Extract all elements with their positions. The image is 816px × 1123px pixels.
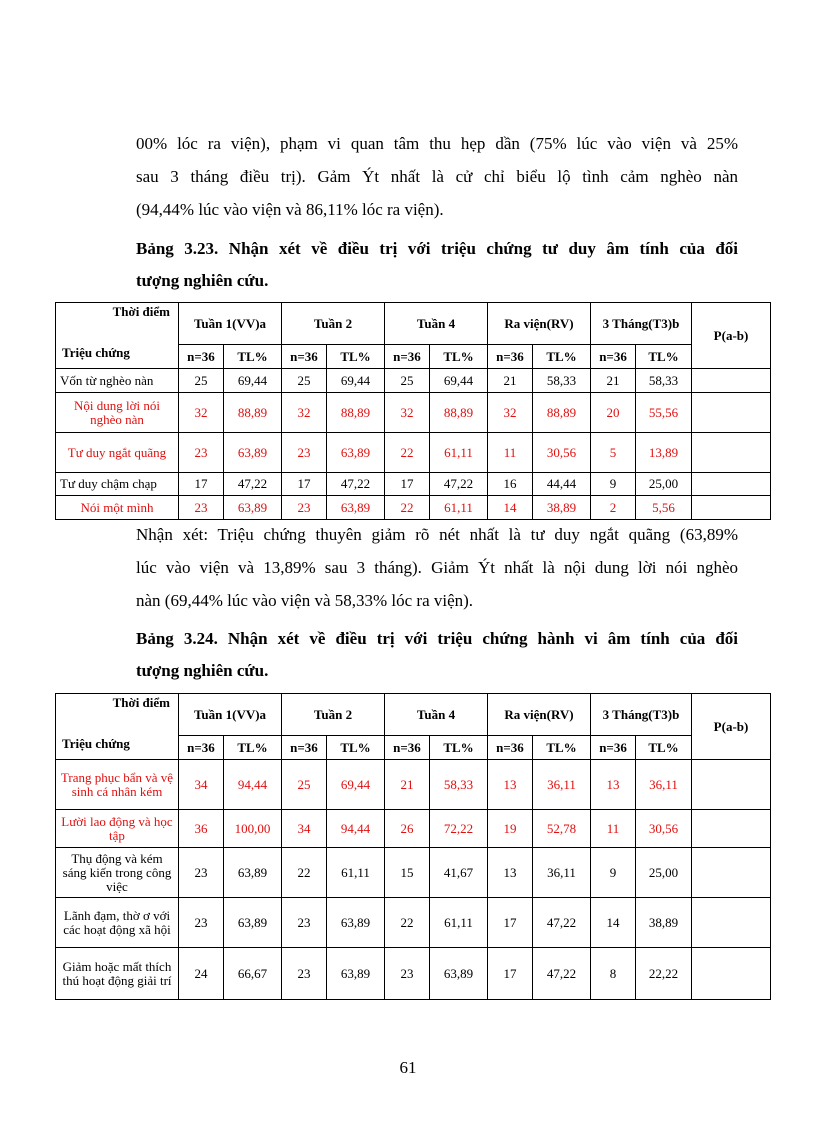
percent-cell: 36,11 xyxy=(533,848,591,898)
count-cell: 25 xyxy=(282,369,327,393)
percent-cell: 63,89 xyxy=(327,898,385,948)
count-cell: 25 xyxy=(282,760,327,810)
n-header: n=36 xyxy=(591,736,636,760)
percent-cell: 63,89 xyxy=(327,496,385,520)
n-header: n=36 xyxy=(179,345,224,369)
n-header: n=36 xyxy=(488,736,533,760)
period-header: Tuần 1(VV)a xyxy=(179,303,282,345)
p-value-cell xyxy=(692,948,771,1000)
percent-cell: 30,56 xyxy=(533,433,591,473)
count-cell: 22 xyxy=(385,496,430,520)
count-cell: 17 xyxy=(282,473,327,496)
count-cell: 23 xyxy=(282,433,327,473)
percent-cell: 69,44 xyxy=(327,369,385,393)
symptom-cell: Giảm hoặc mất thích thú hoạt động giải trí xyxy=(56,948,179,1000)
percent-cell: 47,22 xyxy=(224,473,282,496)
comment-line: Nhận xét: Triệu chứng thuyên giảm rõ nét nhất là tư duy ngắt quãng (63,89% xyxy=(136,525,738,544)
table1-caption xyxy=(136,233,738,297)
count-cell: 32 xyxy=(488,393,533,433)
corner-header xyxy=(56,303,179,369)
period-header: Ra viện(RV) xyxy=(488,694,591,736)
intro-line: 00% lóc ra viện), phạm vi quan tâm thu hẹp dần (75% lúc vào viện và 25% xyxy=(136,134,738,153)
count-cell: 2 xyxy=(591,496,636,520)
percent-cell: 38,89 xyxy=(533,496,591,520)
count-cell: 23 xyxy=(282,898,327,948)
percent-cell: 69,44 xyxy=(430,369,488,393)
count-cell: 25 xyxy=(385,369,430,393)
n-header: n=36 xyxy=(488,345,533,369)
count-cell: 15 xyxy=(385,848,430,898)
p-value-cell xyxy=(692,810,771,848)
percent-cell: 61,11 xyxy=(430,496,488,520)
percent-cell: 72,22 xyxy=(430,810,488,848)
table-3-23 xyxy=(55,302,771,520)
percent-cell: 100,00 xyxy=(224,810,282,848)
percent-cell: 47,22 xyxy=(430,473,488,496)
period-header: 3 Tháng(T3)b xyxy=(591,303,692,345)
count-cell: 13 xyxy=(488,848,533,898)
symptom-cell: Thụ động và kém sáng kiến trong công việc xyxy=(56,848,179,898)
table-row xyxy=(56,848,771,898)
percent-cell: 63,89 xyxy=(327,948,385,1000)
p-value-cell xyxy=(692,369,771,393)
p-value-cell xyxy=(692,393,771,433)
p-value-cell xyxy=(692,760,771,810)
count-cell: 20 xyxy=(591,393,636,433)
percent-cell: 30,56 xyxy=(636,810,692,848)
percent-cell: 47,22 xyxy=(533,898,591,948)
percent-cell: 47,22 xyxy=(327,473,385,496)
count-cell: 24 xyxy=(179,948,224,1000)
corner-bottom-label: Triệu chứng xyxy=(62,736,130,751)
count-cell: 16 xyxy=(488,473,533,496)
period-header: Tuần 2 xyxy=(282,303,385,345)
count-cell: 23 xyxy=(385,948,430,1000)
percent-cell: 94,44 xyxy=(224,760,282,810)
tl-header: TL% xyxy=(430,345,488,369)
p-header: P(a-b) xyxy=(692,694,771,760)
table-row xyxy=(56,473,771,496)
count-cell: 17 xyxy=(488,948,533,1000)
percent-cell: 5,56 xyxy=(636,496,692,520)
count-cell: 19 xyxy=(488,810,533,848)
percent-cell: 52,78 xyxy=(533,810,591,848)
symptom-cell: Tư duy ngắt quãng xyxy=(56,433,179,473)
percent-cell: 25,00 xyxy=(636,473,692,496)
count-cell: 21 xyxy=(591,369,636,393)
table-row xyxy=(56,393,771,433)
caption-line: tượng nghiên cứu. xyxy=(136,271,269,290)
tl-header: TL% xyxy=(224,345,282,369)
count-cell: 13 xyxy=(488,760,533,810)
n-header: n=36 xyxy=(385,736,430,760)
percent-cell: 61,11 xyxy=(430,898,488,948)
p-value-cell xyxy=(692,473,771,496)
count-cell: 23 xyxy=(179,898,224,948)
period-header: Ra viện(RV) xyxy=(488,303,591,345)
count-cell: 13 xyxy=(591,760,636,810)
percent-cell: 69,44 xyxy=(224,369,282,393)
table-row xyxy=(56,496,771,520)
table-row xyxy=(56,810,771,848)
percent-cell: 41,67 xyxy=(430,848,488,898)
percent-cell: 88,89 xyxy=(533,393,591,433)
count-cell: 23 xyxy=(179,848,224,898)
p-value-cell xyxy=(692,848,771,898)
n-header: n=36 xyxy=(179,736,224,760)
percent-cell: 22,22 xyxy=(636,948,692,1000)
symptom-cell: Lãnh đạm, thờ ơ với các hoạt động xã hội xyxy=(56,898,179,948)
table-row xyxy=(56,898,771,948)
symptom-cell: Nội dung lời nói nghèo nàn xyxy=(56,393,179,433)
count-cell: 23 xyxy=(282,496,327,520)
percent-cell: 61,11 xyxy=(327,848,385,898)
percent-cell: 36,11 xyxy=(636,760,692,810)
percent-cell: 44,44 xyxy=(533,473,591,496)
count-cell: 11 xyxy=(591,810,636,848)
table-row xyxy=(56,760,771,810)
count-cell: 9 xyxy=(591,848,636,898)
tl-header: TL% xyxy=(327,345,385,369)
page-number: 61 xyxy=(399,1058,417,1077)
symptom-cell: Trang phục bẩn và vệ sinh cá nhân kém xyxy=(56,760,179,810)
tl-header: TL% xyxy=(224,736,282,760)
percent-cell: 69,44 xyxy=(327,760,385,810)
count-cell: 11 xyxy=(488,433,533,473)
caption-line: Bảng 3.24. Nhận xét về điều trị với triệu chứng hành vi âm tính của đối xyxy=(136,629,738,648)
percent-cell: 58,33 xyxy=(636,369,692,393)
count-cell: 23 xyxy=(282,948,327,1000)
count-cell: 32 xyxy=(282,393,327,433)
comment-line: nàn (69,44% lúc vào viện và 58,33% lóc ra viện). xyxy=(136,591,474,610)
count-cell: 34 xyxy=(179,760,224,810)
n-header: n=36 xyxy=(385,345,430,369)
count-cell: 17 xyxy=(179,473,224,496)
percent-cell: 63,89 xyxy=(224,848,282,898)
period-header: Tuần 4 xyxy=(385,694,488,736)
count-cell: 22 xyxy=(385,433,430,473)
n-header: n=36 xyxy=(591,345,636,369)
count-cell: 9 xyxy=(591,473,636,496)
percent-cell: 63,89 xyxy=(224,496,282,520)
count-cell: 34 xyxy=(282,810,327,848)
percent-cell: 63,89 xyxy=(224,898,282,948)
comment-line: lúc vào viện và 13,89% sau 3 tháng). Giảm Ýt nhất là nội dung lời nói nghèo xyxy=(136,558,738,577)
percent-cell: 88,89 xyxy=(224,393,282,433)
count-cell: 14 xyxy=(488,496,533,520)
percent-cell: 47,22 xyxy=(533,948,591,1000)
tl-header: TL% xyxy=(636,736,692,760)
intro-line: (94,44% lúc vào viện và 86,11% lóc ra viện). xyxy=(136,200,444,219)
intro-paragraph xyxy=(136,127,738,226)
table-row xyxy=(56,948,771,1000)
caption-line: Bảng 3.23. Nhận xét về điều trị với triệu chứng tư duy âm tính của đối xyxy=(136,239,738,258)
table2-caption xyxy=(136,623,738,687)
count-cell: 23 xyxy=(179,433,224,473)
count-cell: 21 xyxy=(385,760,430,810)
corner-top-label: Thời điểm xyxy=(112,304,170,319)
count-cell: 14 xyxy=(591,898,636,948)
caption-line: tượng nghiên cứu. xyxy=(136,661,269,680)
count-cell: 17 xyxy=(385,473,430,496)
percent-cell: 38,89 xyxy=(636,898,692,948)
percent-cell: 58,33 xyxy=(430,760,488,810)
percent-cell: 88,89 xyxy=(430,393,488,433)
count-cell: 32 xyxy=(385,393,430,433)
n-header: n=36 xyxy=(282,736,327,760)
period-header: Tuần 1(VV)a xyxy=(179,694,282,736)
count-cell: 32 xyxy=(179,393,224,433)
n-header: n=36 xyxy=(282,345,327,369)
percent-cell: 63,89 xyxy=(327,433,385,473)
symptom-cell: Vốn từ nghèo nàn xyxy=(56,369,179,393)
table-3-24 xyxy=(55,693,771,1000)
intro-line: sau 3 tháng điều trị). Gảm Ýt nhất là cử chỉ biểu lộ tình cảm nghèo nàn xyxy=(136,167,738,186)
count-cell: 23 xyxy=(179,496,224,520)
p-value-cell xyxy=(692,898,771,948)
period-header: Tuần 4 xyxy=(385,303,488,345)
percent-cell: 66,67 xyxy=(224,948,282,1000)
percent-cell: 13,89 xyxy=(636,433,692,473)
percent-cell: 55,56 xyxy=(636,393,692,433)
period-header: 3 Tháng(T3)b xyxy=(591,694,692,736)
tl-header: TL% xyxy=(327,736,385,760)
symptom-cell: Lười lao động và học tập xyxy=(56,810,179,848)
corner-bottom-label: Triệu chứng xyxy=(62,345,130,360)
symptom-cell: Tư duy chậm chạp xyxy=(56,473,179,496)
tl-header: TL% xyxy=(533,345,591,369)
tl-header: TL% xyxy=(430,736,488,760)
p-value-cell xyxy=(692,433,771,473)
percent-cell: 25,00 xyxy=(636,848,692,898)
count-cell: 26 xyxy=(385,810,430,848)
count-cell: 21 xyxy=(488,369,533,393)
comment-paragraph xyxy=(136,518,738,617)
percent-cell: 61,11 xyxy=(430,433,488,473)
count-cell: 5 xyxy=(591,433,636,473)
count-cell: 22 xyxy=(385,898,430,948)
table-row xyxy=(56,369,771,393)
percent-cell: 88,89 xyxy=(327,393,385,433)
percent-cell: 94,44 xyxy=(327,810,385,848)
period-header: Tuần 2 xyxy=(282,694,385,736)
percent-cell: 58,33 xyxy=(533,369,591,393)
percent-cell: 63,89 xyxy=(430,948,488,1000)
corner-header xyxy=(56,694,179,760)
count-cell: 17 xyxy=(488,898,533,948)
count-cell: 36 xyxy=(179,810,224,848)
symptom-cell: Nói một mình xyxy=(56,496,179,520)
p-value-cell xyxy=(692,496,771,520)
percent-cell: 63,89 xyxy=(224,433,282,473)
p-header: P(a-b) xyxy=(692,303,771,369)
tl-header: TL% xyxy=(636,345,692,369)
percent-cell: 36,11 xyxy=(533,760,591,810)
table-row xyxy=(56,433,771,473)
count-cell: 8 xyxy=(591,948,636,1000)
count-cell: 25 xyxy=(179,369,224,393)
count-cell: 22 xyxy=(282,848,327,898)
corner-top-label: Thời điểm xyxy=(112,695,170,710)
tl-header: TL% xyxy=(533,736,591,760)
